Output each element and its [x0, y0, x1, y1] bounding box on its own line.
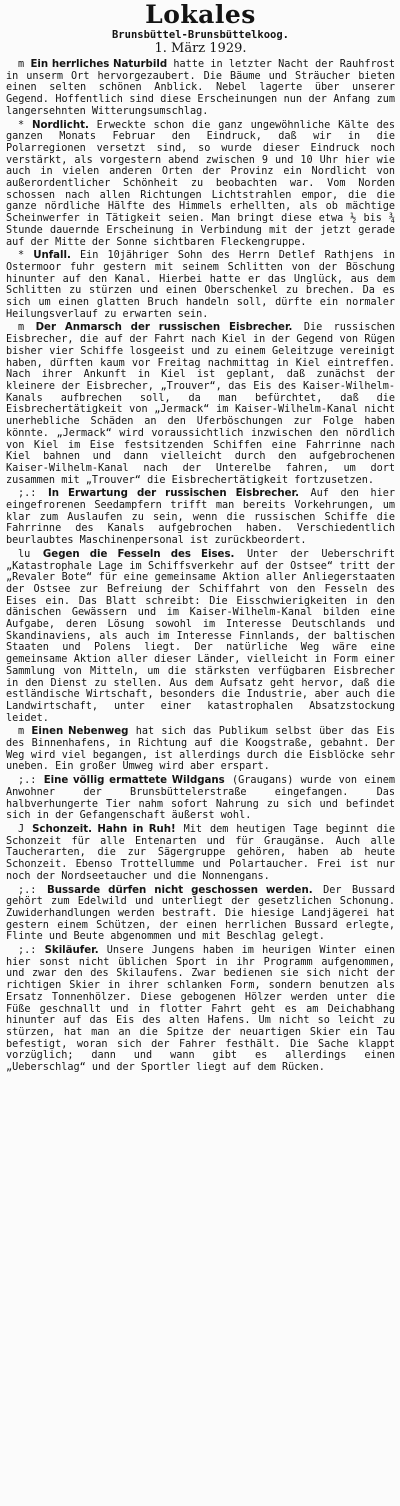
article-prefix: ;.: — [18, 775, 37, 787]
section-title: Lokales — [145, 0, 256, 29]
article-lead: Nordlicht. — [31, 119, 89, 131]
article-prefix: m — [18, 726, 25, 738]
article-text: (Graugans) wurde von einem Anwohner der Brunsbüttelerstraße eingefangen. Das halbverhungerte Tier nahm sofort Nahrung zu sich und befindet sich in der Gefangenschaft äußerst wohl. — [6, 775, 396, 822]
article-erwartung-eisbrecher — [6, 488, 395, 547]
article-lead: Der Anmarsch der russischen Eisbrecher. — [35, 322, 293, 334]
article-naturbild — [6, 59, 395, 118]
article-lead: Unfall. — [33, 250, 71, 262]
article-lead: Gegen die Fesseln des Eises. — [42, 548, 235, 560]
article-nordlicht — [6, 120, 395, 249]
article-text: Erweckte schon die ganz ungewöhnliche Kälte des ganzen Monats Februar den Eindruck, daß wir in die Polarregionen versetzt sind, so wurde dieser Eindruck noch verstärkt, als vorgestern abend zwischen 9 und 10 Uhr hier wie auch in vielen anderen Orten der Provinz ein Nordlicht von außerordentlicher Schönheit zu beobachten war. Vom Norden schossen nach allen Richtungen Lichtstrahlen empor, die die ganze nördliche Hälfte des Himmels erhellten, als ob mächtige Scheinwerfer in Tätigkeit seien. Man bringt diese etwa ½ bis ¾ Stunde dauernde Erscheinung in Verbindung mit der jetzt gerade auf der Mitte der Sonne sichtbaren Fleckengruppe. — [6, 119, 396, 248]
article-lead: In Erwartung der russischen Eisbrecher. — [47, 488, 299, 500]
article-prefix: ;.: — [18, 945, 37, 957]
article-text: Unter der Ueberschrift „Katastrophale Lage im Schiffsverkehr auf der Ostsee“ tritt der „Revaler Bote“ für eine gemeinsame Aktion aller Anliegerstaaten der Ostsee zur Befreiung der Schiffahrt von den Fesseln des Eises ein. Das Blatt schreibt: Die Eisschwierigkeiten in den dänischen Gewässern und im Kaiser-Wilhelm-Kanal bilden eine Aufgabe, deren Lösung sowohl im Interesse Deutschlands und Skandinaviens, als auch im Interesse Finnlands, der baltischen Staaten und Polens liegt. Der natürliche Weg wäre eine gemeinsame Aktion aller dieser Länder, vielleicht in Form einer Sammlung von Mitteln, um die stärksten verfügbaren Eisbrecher in den Dienst zu stellen. Aus dem Aufsatz geht hervor, daß die estländische Wirtschaft, besonders die Industrie, aber auch die Landwirtschaft, unter einer katastrophalen Absatzstockung leidet. — [6, 548, 395, 724]
article-fesseln-des-eises — [6, 549, 395, 725]
article-prefix: ;.: — [18, 488, 37, 500]
article-lead: Skiläufer. — [44, 945, 99, 957]
article-text: Unsere Jungens haben im heurigen Winter einen hier sonst nicht üblichen Sport in ihr Programm aufgenommen, und zwar den des Skilaufens. Zwar bedienen sie sich nicht der richtigen Skier in ihrer schlanken Form, sondern benutzen als Ersatz Tonnenhölzer. Diese gebogenen Hölzer werden unter die Füße geschnallt und in flotter Fahrt geht es am Deichabhang hinunter auf das Eis des alten Hafens. Um nicht so leicht zu stürzen, hat man an die Spitze der neuartigen Skier ein Tau befestigt, woran sich der Fahrer festhält. Die Sache klappt vorzüglich; dann und wann gibt es allerdings einen „Ueberschlag“ und der Sportler liegt auf dem Rücken. — [6, 945, 395, 1074]
article-prefix: * — [18, 250, 25, 262]
article-skilaeufer — [6, 945, 395, 1074]
article-prefix: m — [18, 322, 25, 334]
article-text: Die russischen Eisbrecher, die auf der Fahrt nach Kiel in der Gegend von Rügen bisher vier Schiffe losgeeist und zu einem Geleitzuge vereinigt haben, dürften kaum vor Freitag nachmittag in Kiel eintreffen. Nach ihrer Ankunft in Kiel ist geplant, daß zunächst der kleinere der Eisbrecher, „Trouver“, das Eis des Kaiser-Wilhelm-Kanals aufbrechen soll, da man befürchtet, daß die Eisbrechertätigkeit von „Jermack“ im Kaiser-Wilhelm-Kanal nicht unerhebliche Schäden an den Uferböschungen zur Folge haben könnte. „Jermack“ wird voraussichtlich inzwischen den nördlich von Kiel im Eise festsitzenden Schiffen eine Fahrrinne nach Kiel bahnen und dann vielleicht durch den aufgebrochenen Kaiser-Wilhelm-Kanal nach der Unterelbe fahren, um dort zusammen mit „Trouver“ die Eisbrechertätigkeit fortzusetzen. — [6, 322, 395, 486]
article-schonzeit — [6, 824, 395, 883]
article-prefix: m — [18, 59, 25, 70]
article-lead: Ein herrliches Naturbild — [30, 59, 168, 70]
dateline: 1. März 1929. — [154, 41, 247, 56]
article-anmarsch-eisbrecher — [6, 322, 395, 486]
article-wildgans — [6, 775, 395, 822]
article-text: hatte in letzter Nacht der Rauhfrost in unserm Ort hervorgezaubert. Die Bäume und Sträucher bieten einen selten schönen Anblick. Nebel lagerte über unserer Gegend. Hoffentlich sind diese Erscheinungen nun der Anfang zum langersehnten Witterungsumschlag. — [6, 59, 395, 117]
article-nebenweg — [6, 726, 395, 773]
article-lead: Eine völlig ermattete Wildgans — [43, 775, 225, 787]
section-subtitle: Brunsbüttel-Brunsbüttelkoog. — [111, 29, 289, 41]
article-text: Der Bussard gehört zum Edelwild und unterliegt der gesetzlichen Schonung. Zuwiderhandlungen werden bestraft. Die hiesige Landjägerei hat gestern einem Schützen, der einen herrlichen Bussard erlegte, Flinte und Beute abgenommen und mit Beschlag gelegt. — [6, 884, 395, 943]
article-lead: Schonzeit. Hahn in Ruh! — [32, 824, 176, 835]
article-unfall — [6, 250, 395, 320]
article-lead: Einen Nebenweg — [31, 726, 129, 738]
article-text: Ein 10jähriger Sohn des Herrn Detlef Rathjens in Ostermoor fuhr gestern mit seinem Schlitten von der Böschung hinunter auf den Kanal. Hierbei hatte er das Unglück, aus dem Schlitten zu stürzen und einen Oberschenkel zu brechen. Da es sich um einen glatten Bruch handeln soll, dürfte ein normaler Heilungsverlauf zu erwarten sein. — [6, 250, 395, 320]
article-prefix: J — [18, 824, 25, 835]
article-lead: Bussarde dürfen nicht geschossen werden. — [46, 884, 313, 896]
article-text: Auf den hier eingefrorenen Seedampfern trifft man bereits Vorkehrungen, um klar zum Auslaufen zu sein, wenn die russischen Schiffe die Fahrrinne des Kanals aufgebrochen haben. Verschiedentlich beurlaubtes Maschinenpersonal ist zurückbeordert. — [6, 488, 395, 547]
article-prefix: ;.: — [18, 884, 37, 896]
article-prefix: * — [18, 119, 25, 131]
article-text: hat sich das Publikum selbst über das Eis des Binnenhafens, in Richtung auf die Koogstraße, gebahnt. Der Weg wird viel begangen, ist allerdings durch die Eisblöcke sehr uneben. Ein großer Umweg wird aber erspart. — [6, 726, 396, 773]
article-prefix: lu — [18, 548, 31, 560]
article-text: Mit dem heutigen Tage beginnt die Schonzeit für alle Entenarten und für Graugänse. Auch alle Taucherarten, die zur Sägergruppe gehören, haben ab heute Schonzeit. Ebenso Trottellumme und Polartaucher. Frei ist nur noch der Nordseetaucher und die Nonnengans. — [6, 824, 395, 882]
masthead — [6, 2, 395, 56]
article-bussarde — [6, 885, 395, 944]
